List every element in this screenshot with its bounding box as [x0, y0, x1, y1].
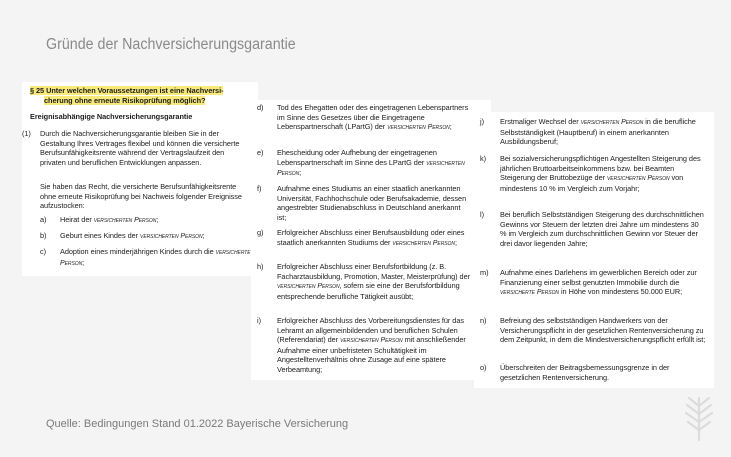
document-excerpt-right: [474, 112, 714, 388]
paragraph-1: [22, 129, 250, 167]
source-caption: Quelle: Bedingungen Stand 01.2022 Bayerische Versicherung: [46, 418, 349, 430]
paragraph-number: (1): [22, 129, 31, 138]
list-item-g: g) Erfolgreicher Abschluss einer Berufsausbildung oder eines staatlich anerkannten Studiums der versicherten Person;: [257, 228, 465, 247]
list-item-j: j) Erstmaliger Wechsel der versicherten Person in die berufliche Selbstständigkeit (Hauptberuf) in einem anerkannten Ausbildungsberuf;: [480, 117, 696, 147]
heading-line-2: cherung ohne erneute Risikoprüfung möglich?: [44, 95, 206, 105]
list-item-e: e) Ehescheidung oder Aufhebung der eingetragenen Lebenspartnerschaft im Sinne des LPartG der versicherten Person;: [257, 148, 465, 178]
subheading: Ereignisabhängige Nachversicherungsgarantie: [30, 112, 193, 121]
list-item-d: d) Tod des Ehegatten oder des eingetragenen Lebenspartners im Sinne des Gesetzes über die Eingetragene Lebenspartnerschaft (LPartG) der versicherten Person;: [257, 103, 469, 132]
list-item-a: a) Heirat der versicherten Person;: [40, 215, 159, 224]
slide-title: Gründe der Nachversicherungsgarantie: [46, 36, 296, 53]
list-item-k: k) Bei sozialversicherungspflichtigen Angestellten Steigerung des jährlichen Bruttoarbeitseinkommens bzw. bei Beamten Steigerung der Bruttobezüge der versicherten Person von mindestens 10 % im Vergleich zum Vorjahr;: [480, 154, 701, 193]
section-heading: [30, 86, 256, 105]
list-item-c: c) Adoption eines minderjährigen Kindes durch die versicherte Person;: [40, 247, 251, 267]
paragraph-text: Durch die Nachversicherungsgarantie bleiben Sie in der Gestaltung Ihres Vertrages flexibel und können die versicherte Berufsunfähigkeitsrente während der Vertragslaufzeit den privaten und beruflichen Entwicklungen anpassen.: [40, 129, 240, 167]
document-excerpt-middle: [251, 100, 491, 380]
list-item-n: n) Befreiung des selbstständigen Handwerkers von der Versicherungspflicht in der gesetzlichen Rentenversicherung zu dem Zeitpunkt, in dem die Mindestversicherungspflicht erfüllt ist;: [480, 316, 706, 345]
leaf-logo-icon: [682, 392, 716, 442]
list-item-i: i) Erfolgreicher Abschluss des Vorbereitungsdienstes für das Lehramt an allgemeinbildenden und beruflichen Schulen (Referendariat) der versicherten Person mit anschließender Aufnahme einer unbefristeten Schultätigkeit im Angestelltenverhältnis ohne Zusage auf eine spätere Verbeamtung;: [257, 316, 466, 374]
list-item-h: h) Erfolgreicher Abschluss einer Berufsfortbildung (z. B. Facharztausbildung, Promotion, Master, Meisterprüfung) der versicherten Person, sofern sie eine der Berufsfortbildung entsprechende berufliche Tätigkeit ausübt;: [257, 262, 471, 301]
list-item-b: b) Geburt eines Kindes der versicherten Person;: [40, 231, 205, 240]
list-item-l: l) Bei beruflich Selbstständigen Steigerung des durchschnittlichen Gewinns vor Steuern der letzten drei Jahre um mindestens 30 % im Vergleich zum durchschnittlichen Gewinn vor Steuer der drei davor liegenden Jahre;: [480, 210, 704, 248]
paragraph-2: Sie haben das Recht, die versicherte Berufsunfähigkeitsrente ohne erneute Risikoprüfung bei Nachweis folgender Ereignisse aufzustocken:: [40, 182, 242, 211]
list-item-o: o) Überschreiten der Beitragsbemessungsgrenze in der gesetzlichen Rentenversicherung.: [480, 363, 670, 382]
heading-line-1: § 25 Unter welchen Voraussetzungen ist eine Nachversi-: [30, 86, 224, 95]
document-excerpt-left: [22, 82, 258, 276]
list-item-f: f) Aufnahme eines Studiums an einer staatlich anerkannten Universität, Fachhochschule oder Berufsakademie, dessen angestrebter Studienabschluss in Deutschland anerkannt ist;: [257, 184, 467, 222]
list-item-m: m) Aufnahme eines Darlehens im gewerblichen Bereich oder zur Finanzierung einer selbst genutzten Immobilie durch die versicherte Person in Höhe von mindestens 50.000 EUR;: [480, 268, 697, 297]
